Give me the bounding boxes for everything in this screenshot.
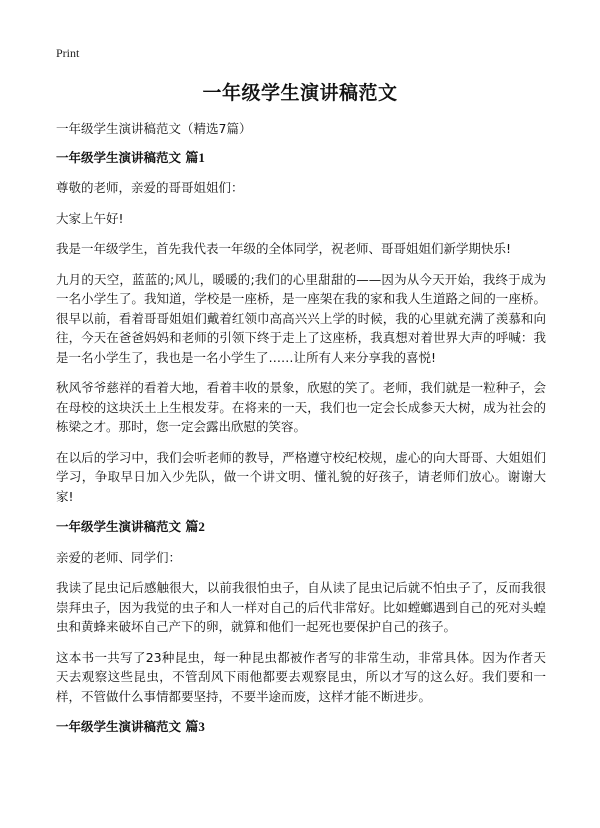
paragraph: 我读了昆虫记后感触很大，以前我很怕虫子，自从读了昆虫记后就不怕虫子了，反而我很崇拜虫子，因为我觉的虫子和人一样对自己的后代非常好。比如螳螂遇到自己的死对头蝗虫和黄蜂来破坏自己产下的卵，就算和他们一起死也要保护自己的孩子。 <box>56 580 546 634</box>
document-subtitle: 一年级学生演讲稿范文（精选7篇） <box>56 121 252 136</box>
section-heading-2: 一年级学生演讲稿范文 篇2 <box>56 519 205 534</box>
section-heading-1: 一年级学生演讲稿范文 篇1 <box>56 149 205 165</box>
section-heading-3: 一年级学生演讲稿范文 篇3 <box>56 719 205 734</box>
paragraph: 秋风爷爷慈祥的看着大地，看着丰收的景象，欣慰的笑了。老师，我们就是一粒种子，会在母校的这块沃土上生根发芽。在将来的一天，我们也一定会长成参天大树，成为社会的栋梁之才。那时，您一定会露出欣慰的笑容。 <box>56 380 546 434</box>
paragraph: 大家上午好! <box>56 210 124 226</box>
paragraph: 尊敬的老师，亲爱的哥哥姐姐们： <box>56 180 244 195</box>
paragraph: 九月的天空，蓝蓝的;风儿，暖暖的;我们的心里甜甜的——因为从今天开始，我终于成为一名小学生了。我知道，学校是一座桥，是一座架在我的家和我人生道路之间的一座桥。很早以前，看着哥哥姐姐们戴着红领巾高高兴兴上学的时候，我的心里就充满了羡慕和向往，今天在爸爸妈妈和老师的引领下终于走上了这座桥，我真想对着世界大声的呼喊：我是一名小学生了，我也是一名小学生了……让所有人来分享我的喜悦! <box>56 271 546 365</box>
paragraph: 我是一年级学生，首先我代表一年级的全体同学，祝老师、哥哥姐姐们新学期快乐! <box>56 241 512 256</box>
paragraph: 在以后的学习中，我们会听老师的教导，严格遵守校纪校规，虚心的向大哥哥、大姐姐们学习，争取早日加入少先队，做一个讲文明、懂礼貌的好孩子，请老师们放心。谢谢大家! <box>56 449 546 504</box>
paragraph: 这本书一共写了23种昆虫，每一种昆虫都被作者写的非常生动，非常具体。因为作者天天去观察这些昆虫，不管刮风下雨他都要去观察昆虫，所以才写的这么好。我们要和一样，不管做什么事情都要坚持，不要半途而废，这样才能不断进步。 <box>56 649 546 704</box>
page-title: 一年级学生演讲稿范文 <box>202 82 398 104</box>
print-link[interactable]: Print <box>56 46 80 60</box>
document-body <box>56 119 546 748</box>
paragraph: 亲爱的老师、同学们： <box>56 549 182 565</box>
